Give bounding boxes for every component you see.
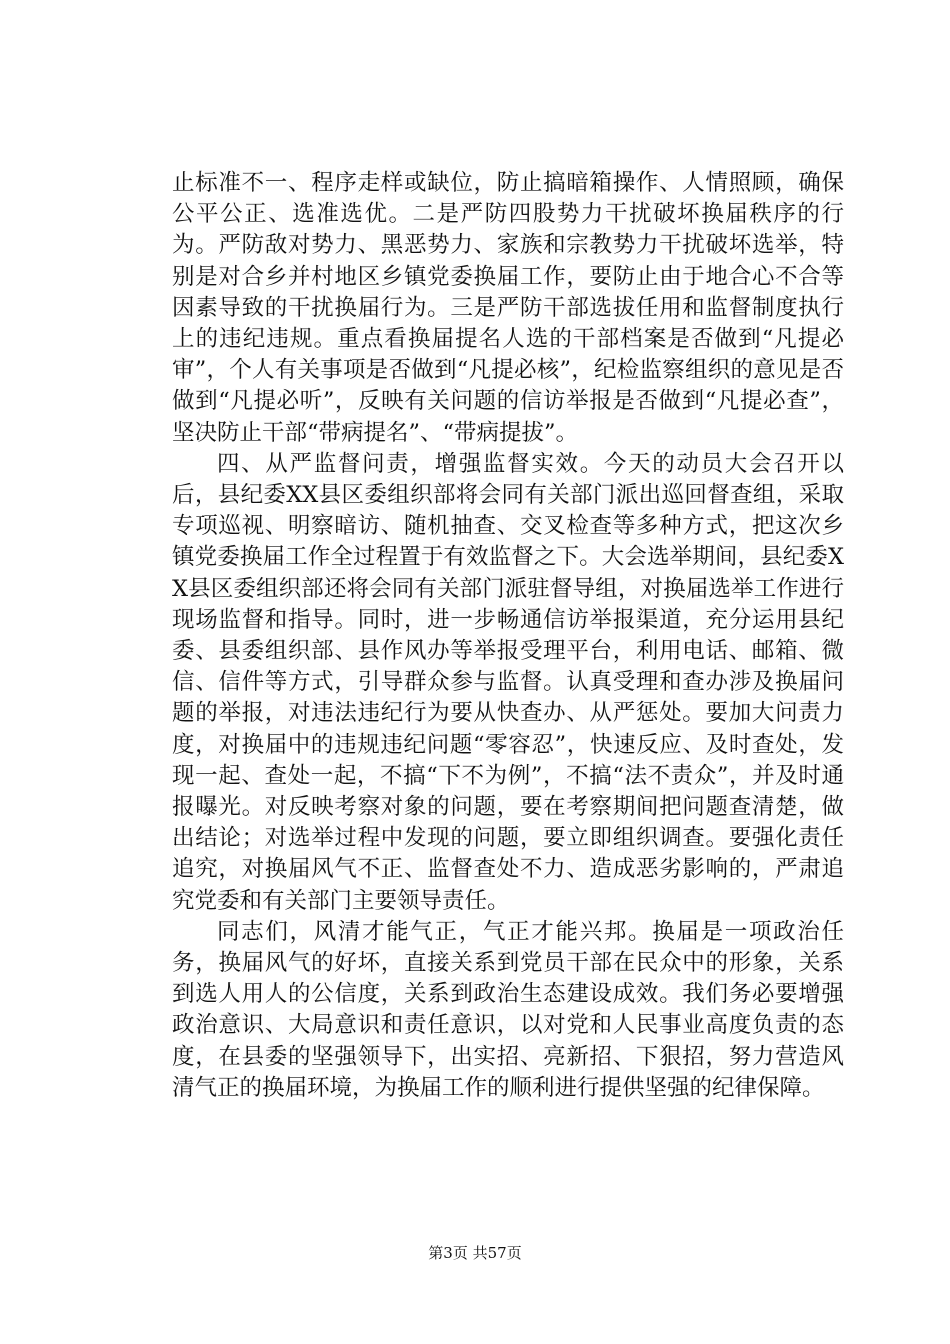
paragraph-supervision-accountability: 四、从严监督问责，增强监督实效。今天的动员大会召开以后，县纪委XX县区委组织部将会同有关部门派出巡回督查组，采取专项巡视、明察暗访、随机抽查、交叉检查等多种方式，把这次乡镇党委换届工作全过程置于有效监督之下。大会选举期间，县纪委XX县区委组织部还将会同有关部门派驻督导组，对换届选举工作进行现场监督和指导。同时，进一步畅通信访举报渠道，充分运用县纪委、县委组织部、县作风办等举报受理平台，利用电话、邮箱、微信、信件等方式，引导群众参与监督。认真受理和查办涉及换届问题的举报，对违法违纪行为要从快查办、从严惩处。要加大问责力度，对换届中的违规违纪问题“零容忍”，快速反应、及时查处，发现一起、查处一起，不搞“下不为例”，不搞“法不责众”，并及时通报曝光。对反映考察对象的问题，要在考察期间把问题查清楚，做出结论；对选举过程中发现的问题，要立即组织调查。要强化责任追究，对换届风气不正、监督查处不力、造成恶劣影响的，严肃追究党委和有关部门主要领导责任。 <box>172 450 844 914</box>
page-number-footer: 第3页 共57页 <box>428 1244 522 1262</box>
document-body <box>172 168 844 1104</box>
paragraph-continuation: 止标准不一、程序走样或缺位，防止搞暗箱操作、人情照顾，确保公平公正、选准选优。二是严防四股势力干扰破坏换届秩序的行为。严防敌对势力、黑恶势力、家族和宗教势力干扰破坏选举，特别是对合乡并村地区乡镇党委换届工作，要防止由于地合心不合等因素导致的干扰换届行为。三是严防干部选拔任用和监督制度执行上的违纪违规。重点看换届提名人选的干部档案是否做到“凡提必审”，个人有关事项是否做到“凡提必核”，纪检监察组织的意见是否做到“凡提必听”，反映有关问题的信访举报是否做到“凡提必查”，坚决防止干部“带病提名”、“带病提拔”。 <box>172 170 844 446</box>
paragraph-closing-remarks: 同志们，风清才能气正，气正才能兴邦。换届是一项政治任务，换届风气的好坏，直接关系到党员干部在民众中的形象，关系到选人用人的公信度，关系到政治生态建设成效。我们务必要增强政治意识、大局意识和责任意识，以对党和人民事业高度负责的态度，在县委的坚强领导下，出实招、亮新招、下狠招，努力营造风清气正的换届环境，为换届工作的顺利进行提供坚强的纪律保障。 <box>172 918 844 1101</box>
